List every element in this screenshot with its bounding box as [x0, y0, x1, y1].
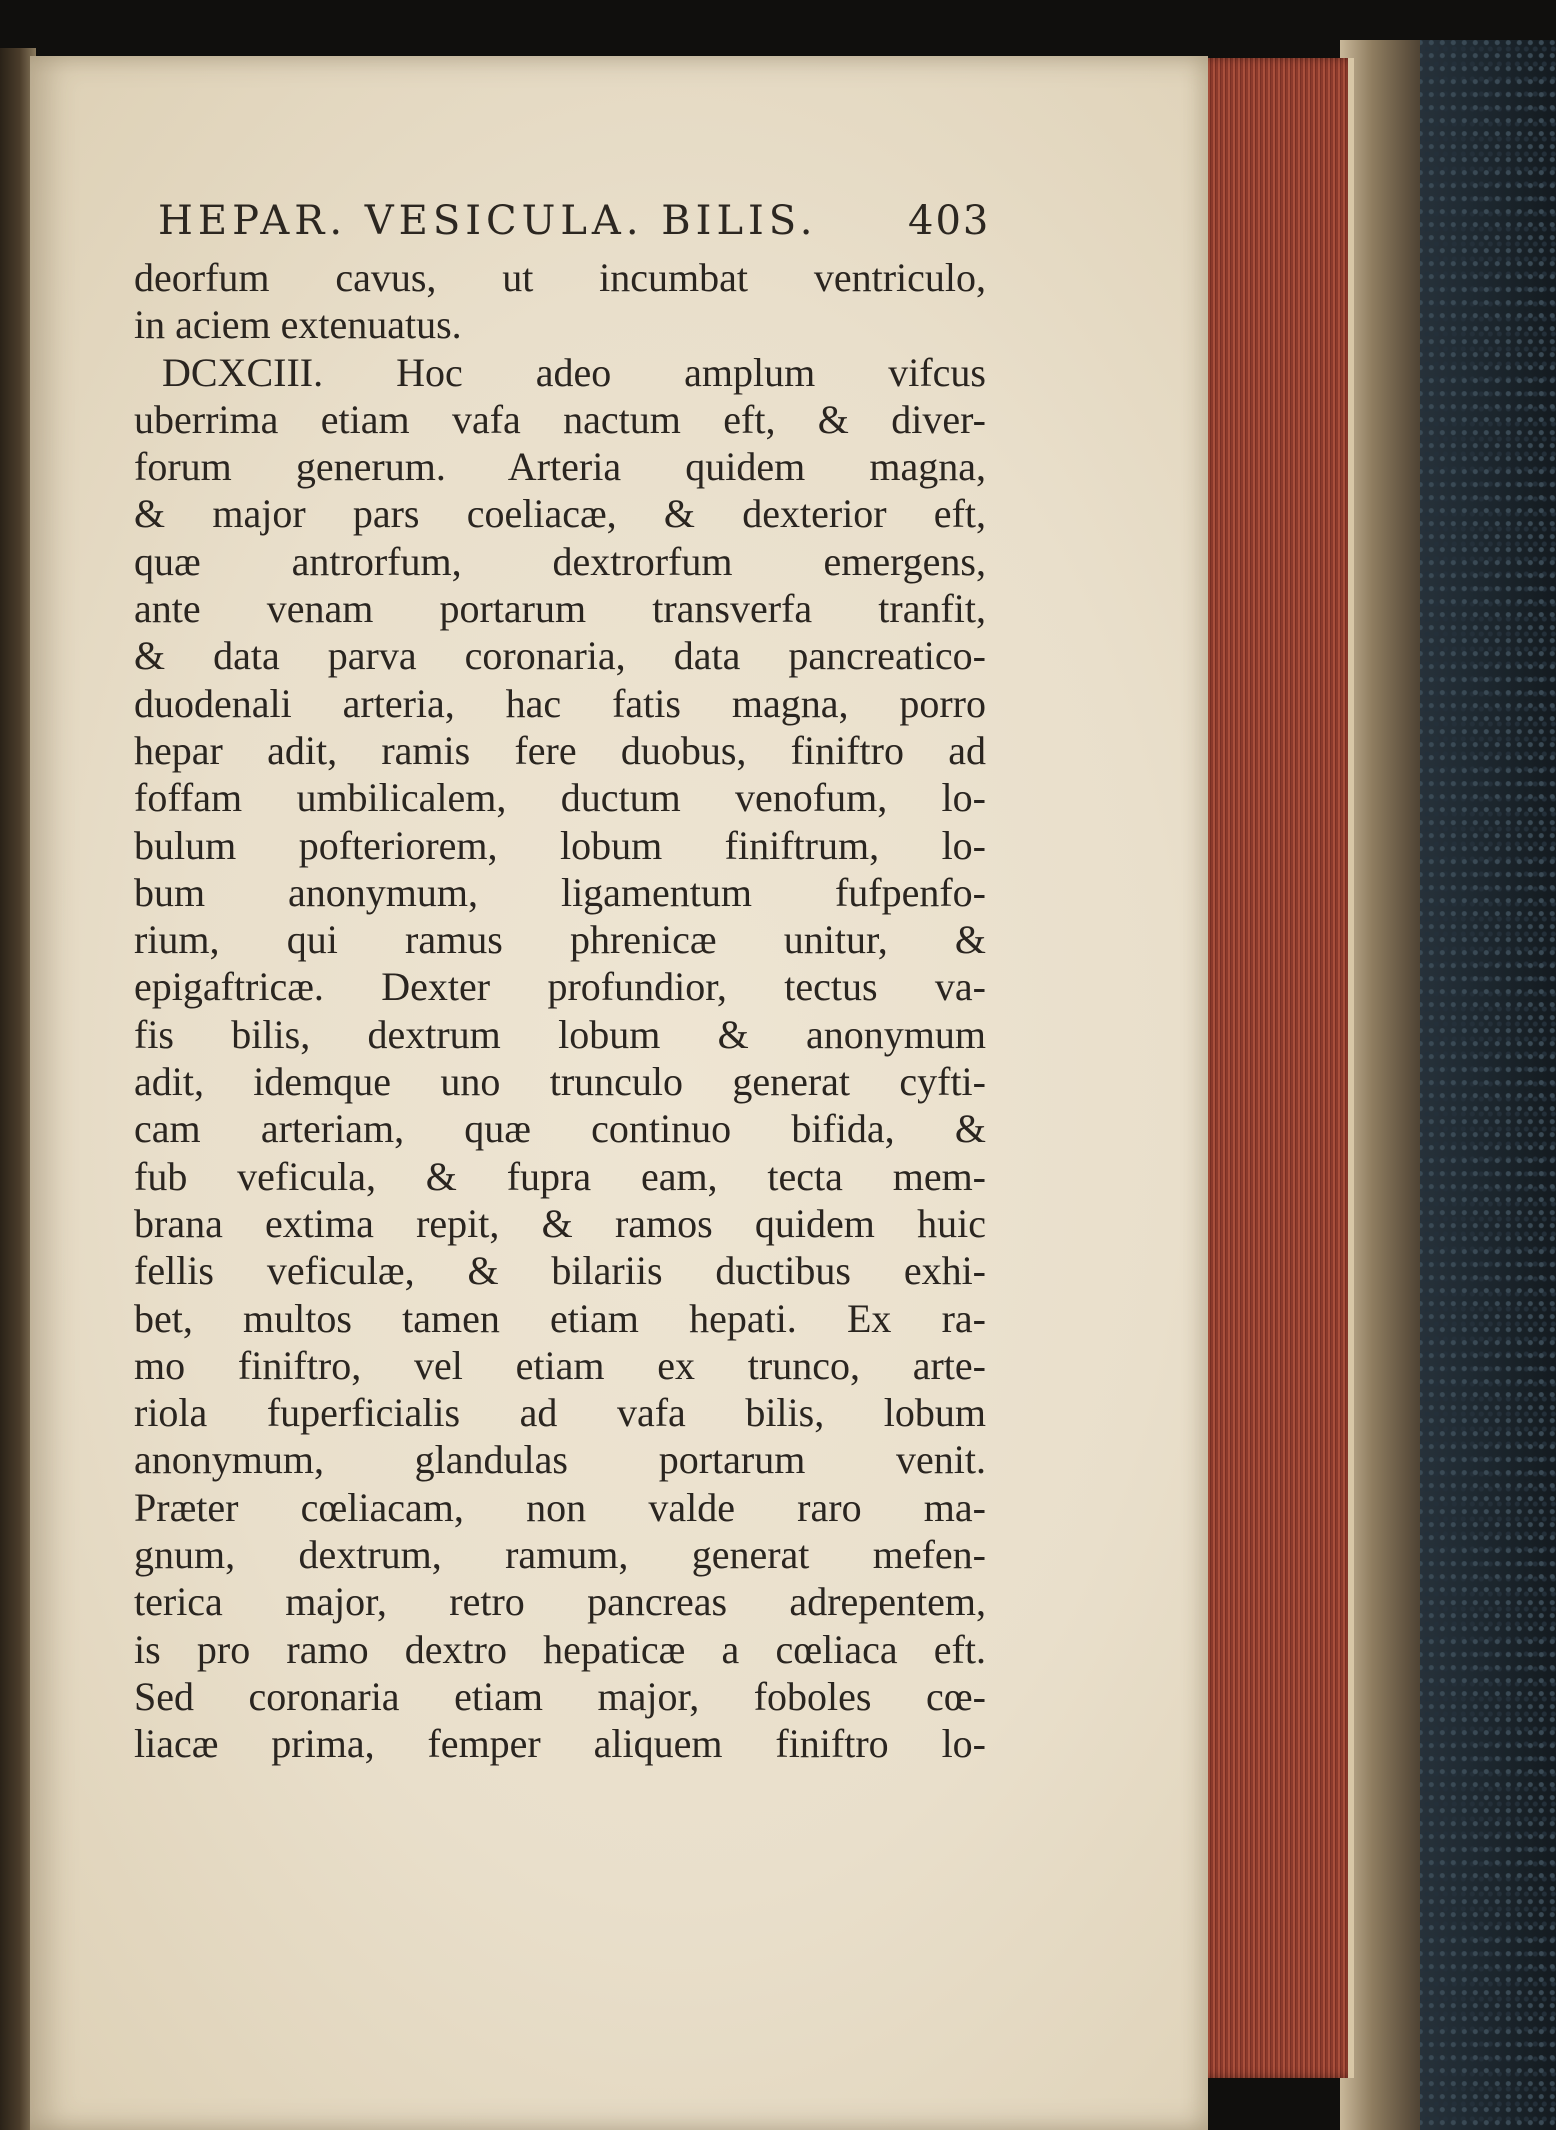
page-number: 403 — [908, 198, 991, 244]
text-line: forum generum. Arteria quidem magna, — [134, 444, 986, 490]
text-line: riola fuperficialis ad vafa bilis, lobum — [134, 1390, 986, 1436]
page-edges — [1196, 58, 1354, 2078]
text-line: fub veficula, & fupra eam, tecta mem- — [134, 1153, 986, 1199]
body-text — [134, 254, 986, 1768]
text-line: & data parva coronaria, data pancreatico- — [134, 633, 986, 679]
text-line: brana extima repit, & ramos quidem huic — [134, 1200, 986, 1246]
text-line: in aciem extenuatus. — [134, 302, 462, 348]
text-line: mo finiftro, vel etiam ex trunco, arte- — [134, 1342, 986, 1388]
text-line: is pro ramo dextro hepaticæ a cœliaca eft. — [134, 1626, 986, 1672]
text-line: duodenali arteria, hac fatis magna, porro — [134, 680, 986, 726]
text-line: foffam umbilicalem, ductum venofum, lo- — [134, 775, 986, 821]
text-line: deorfum cavus, ut incumbat ventriculo, — [134, 255, 986, 300]
text-line: fellis veficulæ, & bilariis ductibus exhi- — [134, 1248, 986, 1294]
text-line: & major pars coeliacæ, & dexterior eft, — [134, 491, 986, 537]
text-line: rium, qui ramus phrenicæ unitur, & — [134, 917, 986, 963]
text-line: fis bilis, dextrum lobum & anonymum — [134, 1011, 986, 1057]
text-line: gnum, dextrum, ramum, generat mefen- — [134, 1532, 986, 1578]
text-line: Præter cœliacam, non valde raro ma- — [134, 1484, 986, 1530]
running-head: HEPAR. VESICULA. BILIS. — [158, 198, 818, 244]
text-line: Sed coronaria etiam major, foboles cœ- — [134, 1673, 986, 1719]
text-line: uberrima etiam vafa nactum eft, & diver- — [134, 396, 986, 442]
text-line: DCXCIII. Hoc adeo amplum vifcus — [162, 349, 986, 395]
text-line: anonymum, glandulas portarum venit. — [134, 1437, 986, 1483]
text-line: adit, idemque uno trunculo generat cyfti- — [134, 1059, 986, 1105]
text-line: liacæ prima, femper aliquem finiftro lo- — [134, 1721, 986, 1767]
text-line: ante venam portarum transverfa tranfit, — [134, 586, 986, 632]
text-line: epigaftricæ. Dexter profundior, tectus va- — [134, 964, 986, 1010]
text-line: bet, multos tamen etiam hepati. Ex ra- — [134, 1295, 986, 1341]
text-line: terica major, retro pancreas adrepentem, — [134, 1579, 986, 1625]
text-line: bulum pofteriorem, lobum finiftrum, lo- — [134, 822, 986, 868]
text-line: quæ antrorfum, dextrorfum emergens, — [134, 538, 986, 584]
text-line: cam arteriam, quæ continuo bifida, & — [134, 1106, 986, 1152]
text-line: bum anonymum, ligamentum fufpenfo- — [134, 869, 986, 915]
text-line: hepar adit, ramis fere duobus, finiftro ad — [134, 727, 986, 773]
